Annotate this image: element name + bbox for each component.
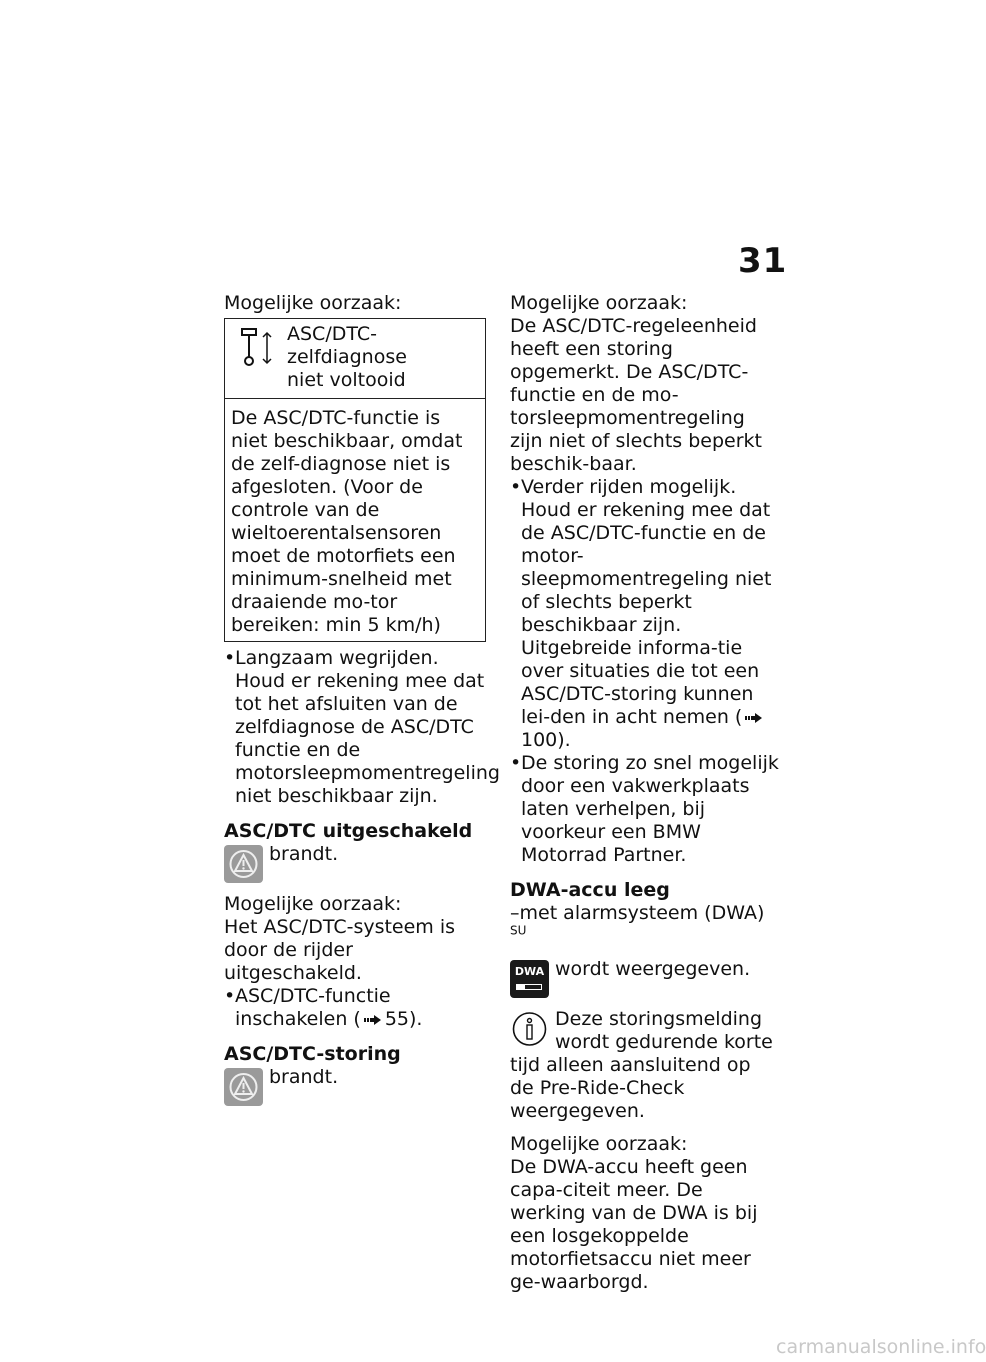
box-title-line-1: ASC/DTC-zelfdiagnose	[287, 323, 407, 368]
selfdiagnosis-box	[224, 318, 486, 642]
bullet-text: Verder rijden mogelijk. Houd er rekening mee dat de ASC/DTC-functie en de motor-sleepmomentregeling niet of slechts beperkt beschikbaar zijn. Uitgebreide informa-tie over situaties die tot een ASC/DTC-storing kunnen lei-den in acht nemen (	[521, 476, 772, 728]
page-reference: 100).	[521, 729, 571, 751]
right-column	[510, 292, 780, 1294]
dwa-subheading	[510, 902, 780, 948]
bullet-continue-riding	[510, 476, 780, 752]
dwa-sub-text: –met alarmsysteem (DWA)	[510, 902, 765, 924]
dwa-shown-text: wordt weergegeven.	[555, 958, 751, 980]
dwa-icon-label: DWA	[514, 965, 545, 978]
asc-warning-lamp-icon	[224, 1068, 263, 1106]
box-title	[287, 323, 477, 392]
dwa-display-row	[510, 958, 780, 998]
lamp-row-1	[224, 843, 486, 883]
page-number: 31	[738, 241, 788, 281]
cause-label: Mogelijke oorzaak:	[224, 893, 402, 915]
battery-bar-icon	[516, 984, 542, 990]
bullet-drive-slowly: • Langzaam wegrijden. Houd er rekening mee dat tot het afsluiten van de zelfdiagnose de ASC/DTC functie en de motorsleepmomentregeling niet beschikbaar zijn.	[224, 647, 486, 808]
box-header	[225, 319, 485, 399]
box-body: De ASC/DTC-functie is niet beschikbaar, omdat de zelf-diagnose niet is afgesloten. (Voor de controle van de wieltoerentalsensoren moet de motorfiets een minimum-snelheid met draaiende mo-tor bereiken: min 5 km/h)	[231, 407, 463, 636]
info-row	[510, 1008, 780, 1054]
cause-text: De DWA-accu heeft geen capa-citeit meer. De werking van de DWA is bij een losgekoppelde motorfietsaccu niet meer ge-waarborgd.	[510, 1156, 758, 1293]
cause-text: Het ASC/DTC-systeem is door de rijder uitgeschakeld.	[224, 916, 456, 984]
lamp-row-2	[224, 1066, 486, 1106]
info-text-continued: tijd alleen aansluitend op de Pre-Ride-Check weergegeven.	[510, 1054, 751, 1122]
left-column	[224, 292, 500, 1106]
cause-label: Mogelijke oorzaak:	[510, 1133, 688, 1155]
box-title-line-2: niet voltooid	[287, 369, 406, 391]
lamp-status-text: brandt.	[269, 843, 339, 865]
page-reference-arrow-icon	[364, 1015, 382, 1025]
asc-warning-lamp-icon	[224, 845, 263, 883]
heading-dwa-battery: DWA-accu leeg	[510, 879, 670, 901]
dwa-display-icon	[510, 960, 549, 998]
info-text: Deze storingsmelding wordt gedurende korte	[555, 1008, 773, 1053]
heading-asc-off: ASC/DTC uitgeschakeld	[224, 820, 473, 842]
cause-text: De ASC/DTC-regeleenheid heeft een storing opgemerkt. De ASC/DTC-functie en de mo-torsleepmomentregeling zijn niet of slechts beperkt beschik-baar.	[510, 315, 762, 475]
bullet-text: ASC/DTC-functie inschakelen (	[235, 985, 391, 1030]
heading-asc-fault: ASC/DTC-storing	[224, 1043, 401, 1065]
page-reference-arrow-icon	[745, 713, 763, 723]
bullet-enable-asc	[224, 985, 486, 1031]
cause-label: Mogelijke oorzaak:	[224, 292, 402, 314]
page-reference: 55).	[384, 1008, 423, 1030]
info-icon	[510, 1010, 549, 1048]
bullet-repair: • De storing zo snel mogelijk door een vakwerkplaats laten verhelpen, bij voorkeur een BMW Motorrad Partner.	[510, 752, 780, 867]
footer-watermark: carmanualsonline.info	[776, 1336, 986, 1358]
cause-label: Mogelijke oorzaak:	[510, 292, 688, 314]
option-code: SU	[510, 923, 527, 938]
lamp-status-text: brandt.	[269, 1066, 339, 1088]
wheel-speed-sensor-icon	[237, 327, 277, 367]
